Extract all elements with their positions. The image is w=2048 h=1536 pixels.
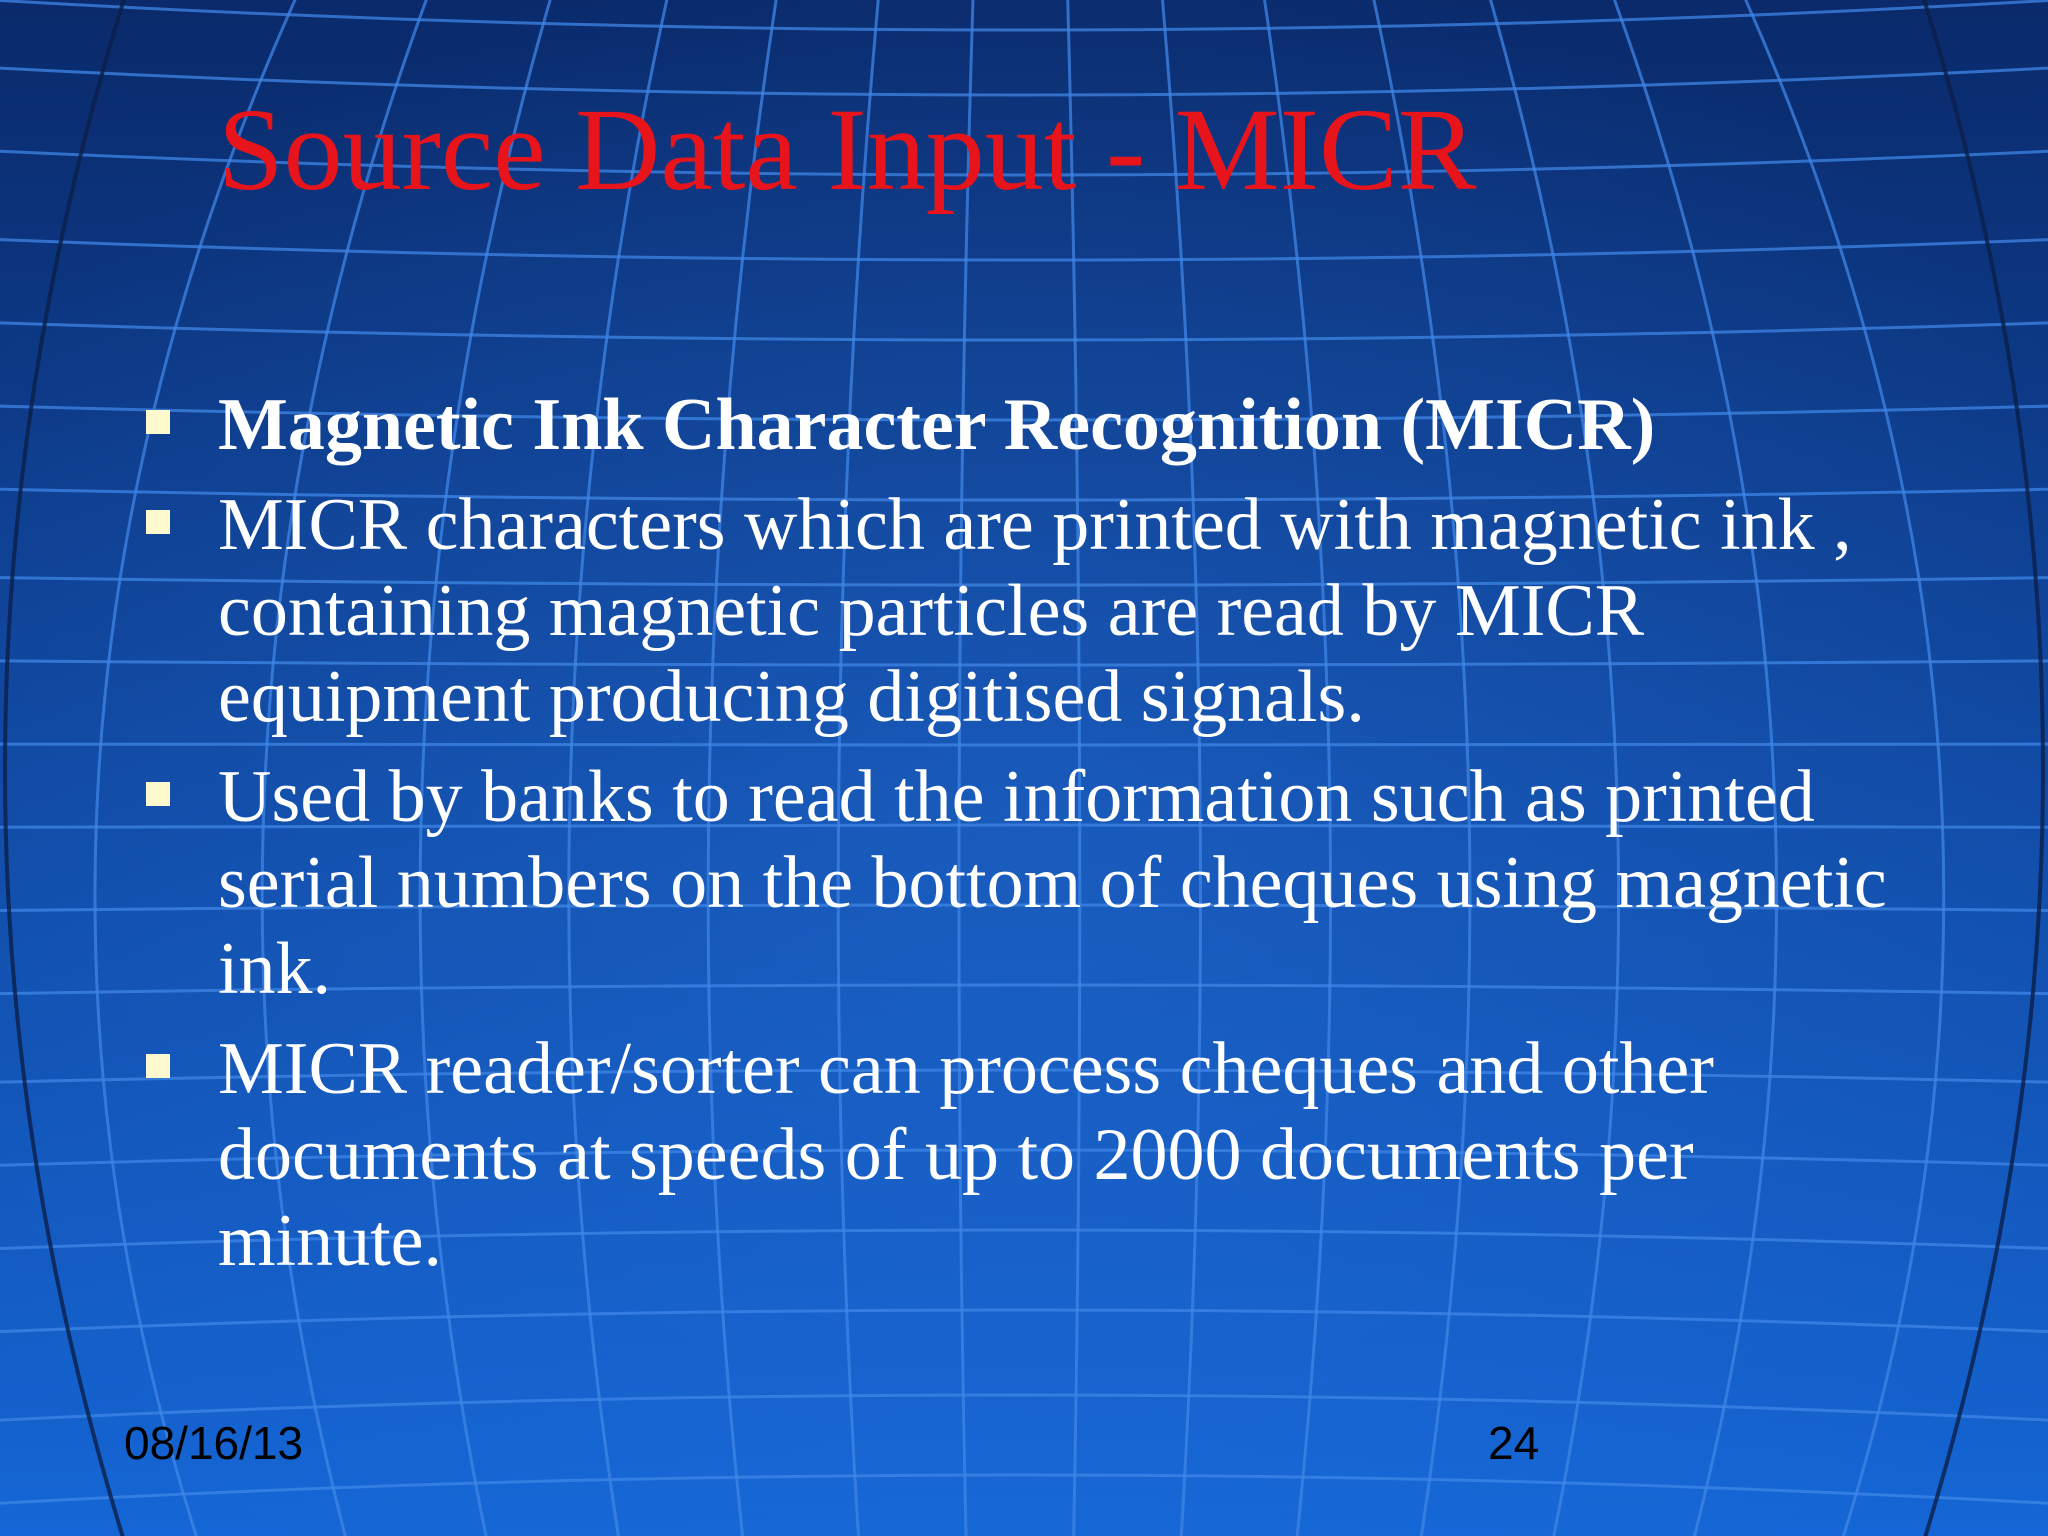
bullet-item — [140, 754, 1900, 1012]
square-bullet-icon — [146, 782, 170, 806]
bullet-text: Magnetic Ink Character Recognition (MICR) — [218, 384, 1656, 466]
bullet-item — [140, 382, 1900, 468]
square-bullet-icon — [146, 1054, 170, 1078]
bullet-item — [140, 1026, 1900, 1284]
bullet-text: MICR characters which are printed with magnetic ink , containing magnetic particles are read by MICR equipment producing digitised signals. — [218, 484, 1852, 738]
square-bullet-icon — [146, 510, 170, 534]
bullet-list — [140, 382, 1900, 1298]
slide-title: Source Data Input - MICR — [218, 84, 1477, 215]
square-bullet-icon — [146, 410, 170, 434]
bullet-text: MICR reader/sorter can process cheques and other documents at speeds of up to 2000 documents per minute. — [218, 1028, 1714, 1282]
bullet-item — [140, 482, 1900, 740]
page-number: 24 — [1488, 1417, 1540, 1469]
footer-date: 08/16/13 — [124, 1417, 304, 1469]
bullet-text: Used by banks to read the information such as printed serial numbers on the bottom of cheques using magnetic ink. — [218, 756, 1887, 1010]
